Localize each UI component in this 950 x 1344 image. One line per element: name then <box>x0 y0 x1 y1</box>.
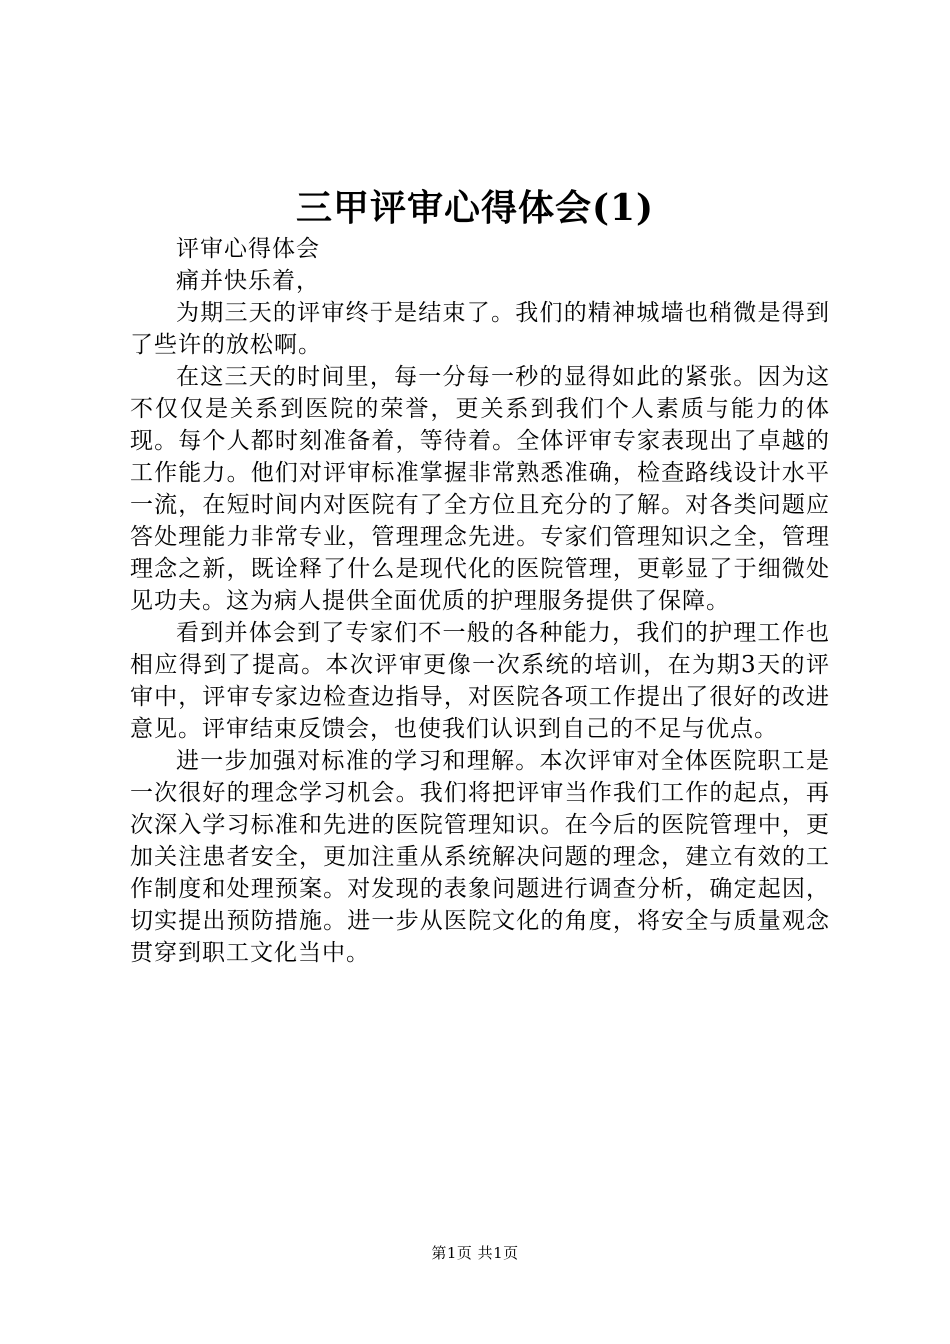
paragraph-experts: 在这三天的时间里，每一分每一秒的显得如此的紧张。因为这不仅仅是关系到医院的荣誉，更关系到我们个人素质与能力的体现。每个人都时刻准备着，等待着。全体评审专家表现出了卓越的工作能力。他们对评审标准掌握非常熟悉准确，检查路线设计水平一流，在短时间内对医院有了全方位且充分的了解。对各类问题应答处理能力非常专业，管理理念先进。专家们管理知识之全，管理理念之新，既诠释了什么是现代化的医院管理，更彰显了于细微处见功夫。这为病人提供全面优质的护理服务提供了保障。 <box>130 364 830 614</box>
page-title: 三甲评审心得体会(1) <box>295 187 655 229</box>
document-body <box>130 233 830 969</box>
paragraph-standards: 进一步加强对标准的学习和理解。本次评审对全体医院职工是一次很好的理念学习机会。我们将把评审当作我们工作的起点，再次深入学习标准和先进的医院管理知识。在今后的医院管理中，更加关注患者安全，更加注重从系统解决问题的理念，建立有效的工作制度和处理预案。对发现的表象问题进行调查分析，确定起因，切实提出预防措施。进一步从医院文化的角度，将安全与质量观念贯穿到职工文化当中。 <box>130 748 830 966</box>
paragraph-subtitle: 评审心得体会 <box>176 236 320 262</box>
paragraph-tagline: 痛并快乐着， <box>176 268 320 294</box>
paragraph-intro: 为期三天的评审终于是结束了。我们的精神城墙也稍微是得到了些许的放松啊。 <box>130 300 830 358</box>
paragraph-improvement: 看到并体会到了专家们不一般的各种能力，我们的护理工作也相应得到了提高。本次评审更像一次系统的培训，在为期3天的评审中，评审专家边检查边指导，对医院各项工作提出了很好的改进意见。评审结束反馈会，也使我们认识到自己的不足与优点。 <box>130 620 830 742</box>
page-number-footer: 第1页 共1页 <box>431 1244 519 1262</box>
